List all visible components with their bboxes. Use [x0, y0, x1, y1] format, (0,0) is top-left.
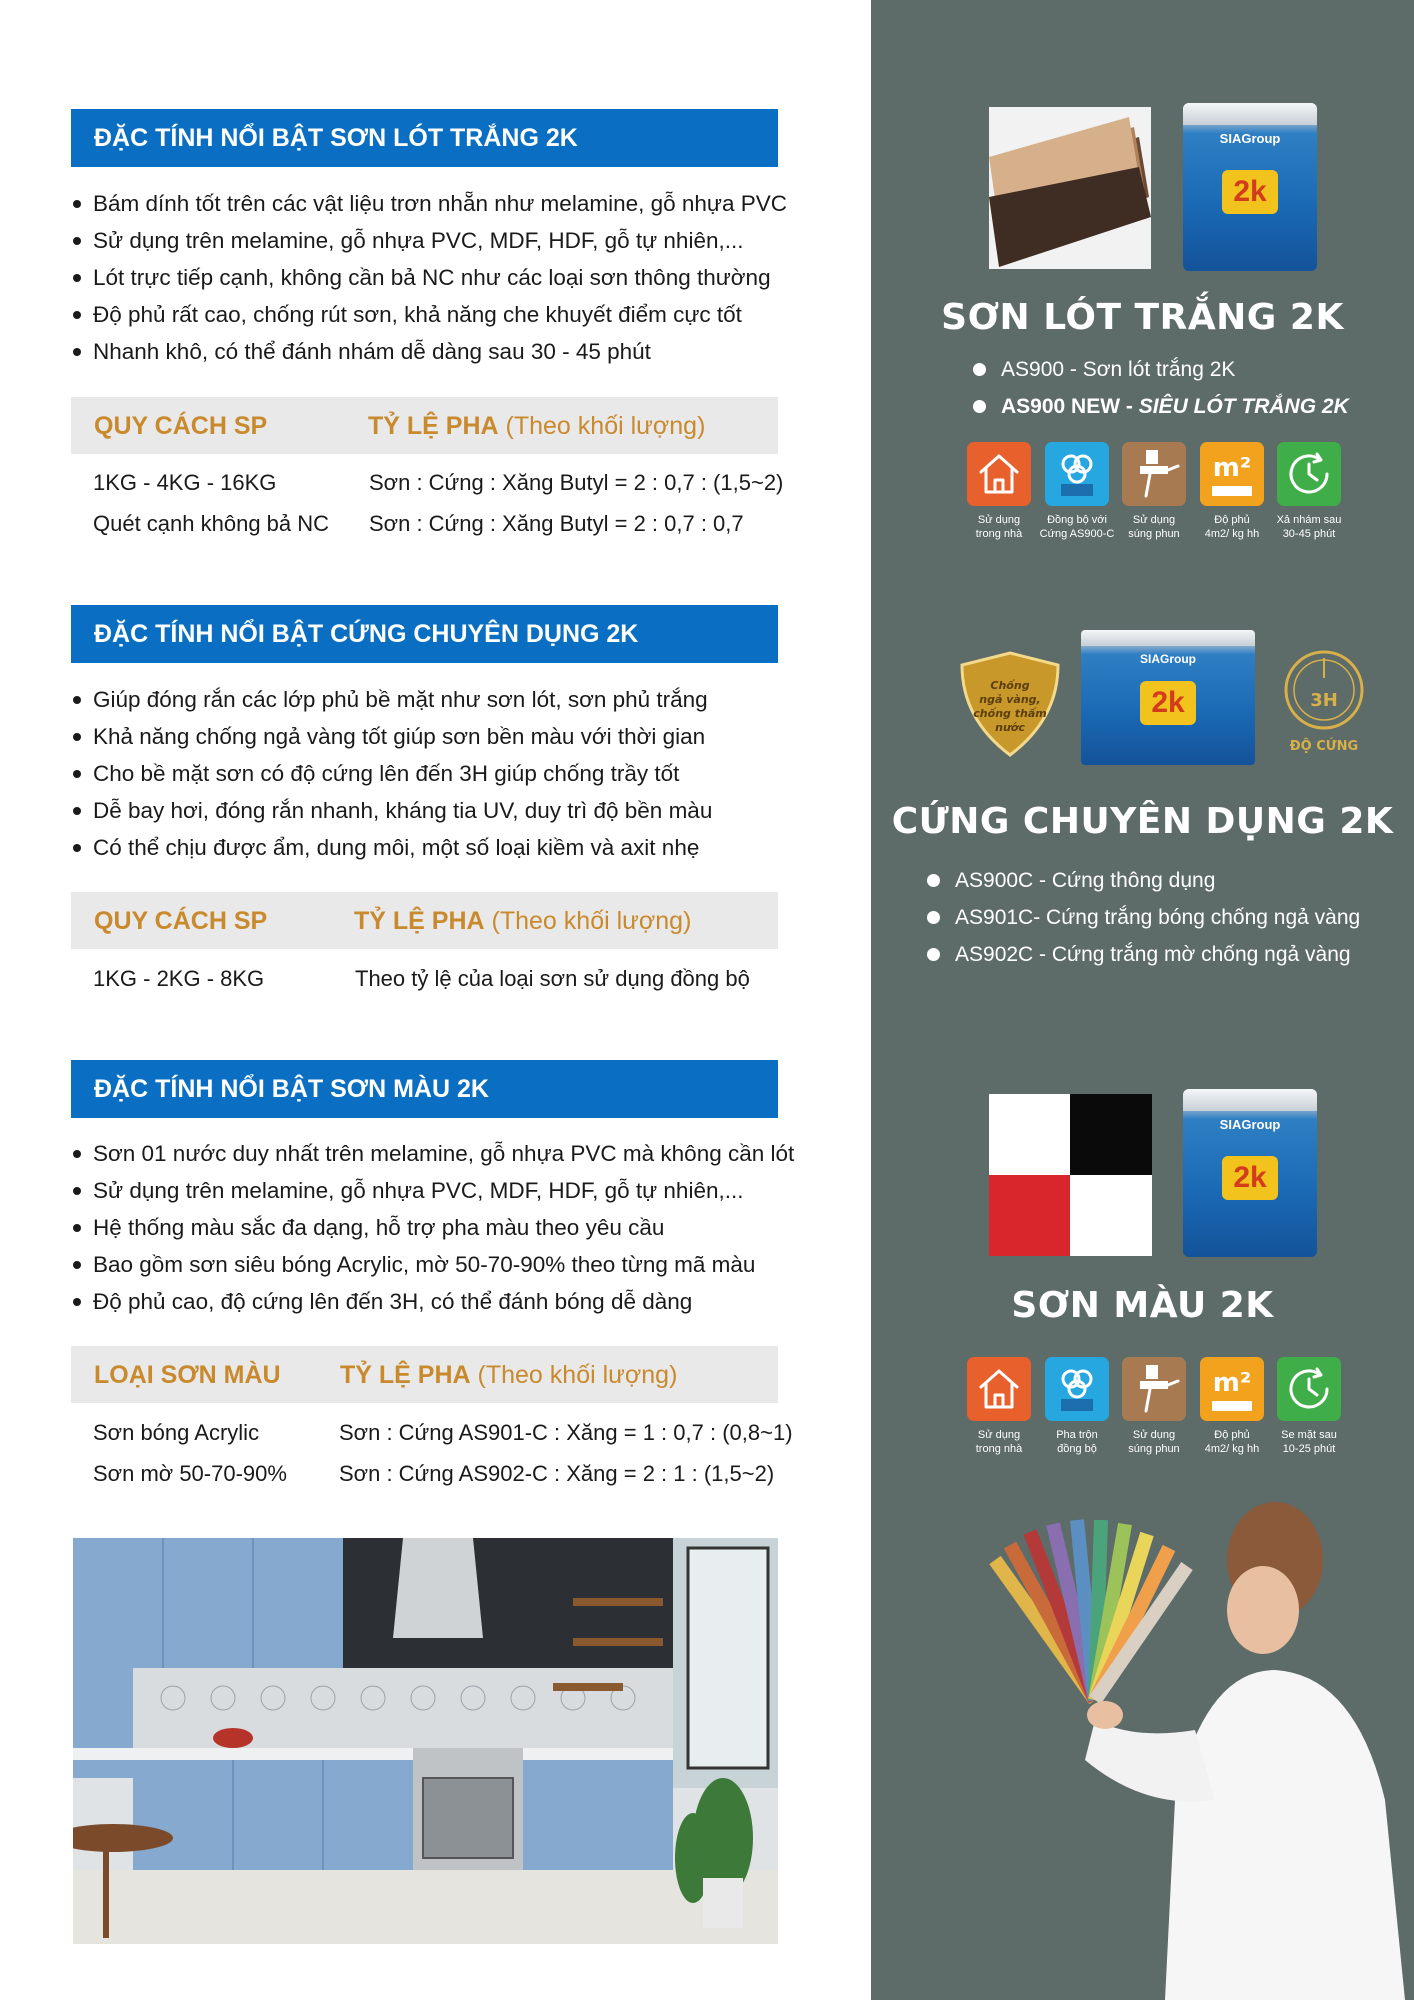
hardness-value: 3H	[1310, 690, 1338, 711]
list-item: AS901C- Cứng trắng bóng chống ngả vàng	[927, 899, 1360, 936]
spec-size: 1KG - 2KG - 8KG	[93, 966, 265, 991]
swatch-red	[989, 1175, 1070, 1256]
color-swatch-grid	[989, 1094, 1152, 1256]
product-desc: SIÊU LÓT TRẮNG 2K	[1138, 395, 1349, 418]
list-item: Bám dính tốt trên các vật liệu trơn nhẵn như melamine, gỗ nhựa PVC	[71, 185, 791, 222]
spec-type: Sơn bóng Acrylic	[93, 1420, 260, 1445]
shield-line: ngả vàng,	[979, 693, 1041, 706]
product-title-color: SƠN MÀU 2K	[1011, 1285, 1274, 1326]
brand-logo: SIAGroup	[1219, 131, 1281, 146]
svg-text:m²: m²	[1212, 1368, 1252, 1398]
icon-caption: Độ phủ 4m2/ kg hh	[1204, 1429, 1260, 1455]
list-item: Lót trực tiếp cạnh, không cần bả NC như các loại sơn thông thường	[71, 259, 791, 296]
sync-icon	[1045, 442, 1109, 506]
spec-header-left: QUY CÁCH SP	[94, 907, 268, 935]
swatch-white	[1070, 1175, 1152, 1256]
area-m2-icon	[1200, 1357, 1264, 1421]
spec-type: Sơn mờ 50-70-90%	[93, 1461, 287, 1486]
paint-bucket-image	[1183, 103, 1317, 271]
section-header-color	[71, 1060, 778, 1118]
list-item: Độ phủ cao, độ cứng lên đến 3H, có thể đánh bóng dễ dàng	[71, 1283, 791, 1320]
list-item	[973, 388, 1349, 425]
brand-logo: SIAGroup	[1219, 1117, 1281, 1132]
section-title: ĐẶC TÍNH NỔI BẬT CỨNG CHUYÊN DỤNG 2K	[94, 619, 639, 648]
spec-header-left: QUY CÁCH SP	[94, 412, 268, 440]
list-item: Sơn 01 nước duy nhất trên melamine, gỗ nhựa PVC mà không cần lót	[71, 1135, 791, 1172]
product-code: AS900 NEW	[1001, 395, 1121, 418]
list-item: AS902C - Cứng trắng mờ chống ngả vàng	[927, 936, 1360, 973]
hardener-can-image	[1081, 630, 1255, 765]
spec-header-ratio: TỶ LỆ PHA	[354, 907, 485, 935]
area-m2-icon	[1200, 442, 1264, 506]
shield-line: Chống	[990, 679, 1030, 692]
primer-product-list	[973, 351, 1349, 425]
product-code: AS900	[1001, 358, 1065, 381]
spec-header	[71, 397, 778, 454]
spec-header	[71, 892, 778, 949]
list-item: Bao gồm sơn siêu bóng Acrylic, mờ 50-70-90% theo từng mã màu	[71, 1246, 791, 1283]
list-item: Sử dụng trên melamine, gỗ nhựa PVC, MDF, HDF, gỗ tự nhiên,...	[71, 222, 791, 259]
list-item: AS900C - Cứng thông dụng	[927, 862, 1360, 899]
feature-list-primer	[71, 185, 791, 370]
house-icon	[967, 442, 1031, 506]
list-item: Giúp đóng rắn các lớp phủ bề mặt như sơn lót, sơn phủ trắng	[71, 681, 791, 718]
clock-icon	[1277, 1357, 1341, 1421]
section-title: ĐẶC TÍNH NỔI BẬT SƠN MÀU 2K	[94, 1074, 489, 1103]
hardener-product-list	[927, 862, 1360, 973]
spec-size: Quét cạnh không bả NC	[93, 511, 330, 536]
spec-ratio: Sơn : Cứng : Xăng Butyl = 2 : 0,7 : 0,7	[369, 511, 744, 536]
product-badge: 2k	[1222, 170, 1278, 214]
icon-caption: Sử dụng trong nhà	[975, 514, 1023, 540]
list-item: Khả năng chống ngả vàng tốt giúp sơn bền màu với thời gian	[71, 718, 791, 755]
hardness-badge-image	[1276, 648, 1372, 756]
feature-list-hardener	[71, 681, 791, 866]
product-badge: 2k	[1140, 681, 1196, 725]
spray-gun-icon	[1122, 1357, 1186, 1421]
product-badge: 2k	[1222, 1156, 1278, 1200]
brand-logo: SIAGroup	[1140, 652, 1196, 666]
wood-board-sample-image	[989, 107, 1151, 269]
spec-header	[71, 1346, 778, 1403]
list-item: Cho bề mặt sơn có độ cứng lên đến 3H giúp chống trầy tốt	[71, 755, 791, 792]
swatch-black	[1070, 1094, 1152, 1175]
separator: -	[1064, 358, 1083, 381]
kitchen-photo	[73, 1538, 778, 1944]
spec-ratio: Theo tỷ lệ của loại sơn sử dụng đồng bộ	[355, 966, 750, 991]
list-item: Độ phủ rất cao, chống rút sơn, khả năng che khuyết điểm cực tốt	[71, 296, 791, 333]
product-title-primer: SƠN LÓT TRẮNG 2K	[941, 297, 1344, 338]
feature-list-color	[71, 1135, 795, 1320]
icon-caption: Đồng bộ với Cứng AS900-C	[1039, 514, 1115, 540]
spec-ratio: Sơn : Cứng : Xăng Butyl = 2 : 0,7 : (1,5~2)	[369, 470, 784, 495]
sync-icon	[1045, 1357, 1109, 1421]
icon-caption: Se mặt sau 10-25 phút	[1281, 1429, 1337, 1455]
spec-header-ratio: TỶ LỆ PHA	[368, 412, 499, 440]
woman-with-color-fan-image	[975, 1500, 1414, 2000]
list-item: Dễ bay hơi, đóng rắn nhanh, kháng tia UV, duy trì độ bền màu	[71, 792, 791, 829]
list-item: Hệ thống màu sắc đa dạng, hỗ trợ pha màu theo yêu cầu	[71, 1209, 791, 1246]
section-title: ĐẶC TÍNH NỔI BẬT SƠN LÓT TRẮNG 2K	[94, 123, 578, 152]
house-icon	[967, 1357, 1031, 1421]
clock-icon	[1277, 442, 1341, 506]
icon-caption: Độ phủ 4m2/ kg hh	[1204, 514, 1260, 540]
product-title-hardener: CỨNG CHUYÊN DỤNG 2K	[891, 801, 1394, 842]
icon-caption: Pha trộn đồng bộ	[1056, 1429, 1098, 1455]
hardness-label: ĐỘ CỨNG	[1289, 739, 1359, 754]
spec-header-ratio-note: (Theo khối lượng)	[477, 1361, 678, 1389]
separator: -	[1120, 395, 1139, 418]
section-header-primer	[71, 109, 778, 167]
list-item	[973, 351, 1349, 388]
shield-badge-image	[958, 649, 1062, 759]
icon-caption: Sử dụng súng phun	[1128, 514, 1180, 540]
svg-text:m²: m²	[1212, 453, 1252, 483]
swatch-white	[989, 1094, 1070, 1175]
product-desc: Sơn lót trắng 2K	[1082, 358, 1236, 381]
paint-bucket-image	[1183, 1089, 1317, 1257]
icon-caption: Sử dụng trong nhà	[975, 1429, 1023, 1455]
shield-line: nước	[995, 721, 1025, 734]
list-item: Có thể chịu được ẩm, dung môi, một số loại kiềm và axit nhẹ	[71, 829, 791, 866]
spec-header-left: LOẠI SƠN MÀU	[94, 1361, 281, 1389]
spec-header-ratio-note: (Theo khối lượng)	[491, 907, 692, 935]
spec-size: 1KG - 4KG - 16KG	[93, 470, 277, 495]
spray-gun-icon	[1122, 442, 1186, 506]
spec-header-ratio-note: (Theo khối lượng)	[505, 412, 706, 440]
icon-caption: Xả nhám sau 30-45 phút	[1276, 514, 1342, 540]
spec-ratio: Sơn : Cứng AS901-C : Xăng = 1 : 0,7 : (0,8~1)	[339, 1420, 793, 1445]
section-header-hardener	[71, 605, 778, 663]
spec-ratio: Sơn : Cứng AS902-C : Xăng = 2 : 1 : (1,5~2)	[339, 1461, 775, 1486]
list-item: Nhanh khô, có thể đánh nhám dễ dàng sau 30 - 45 phút	[71, 333, 791, 370]
icon-caption: Sử dụng súng phun	[1128, 1429, 1180, 1455]
list-item: Sử dụng trên melamine, gỗ nhựa PVC, MDF, HDF, gỗ tự nhiên,...	[71, 1172, 791, 1209]
shield-line: chống thấm	[973, 707, 1047, 720]
spec-header-ratio: TỶ LỆ PHA	[340, 1361, 471, 1389]
